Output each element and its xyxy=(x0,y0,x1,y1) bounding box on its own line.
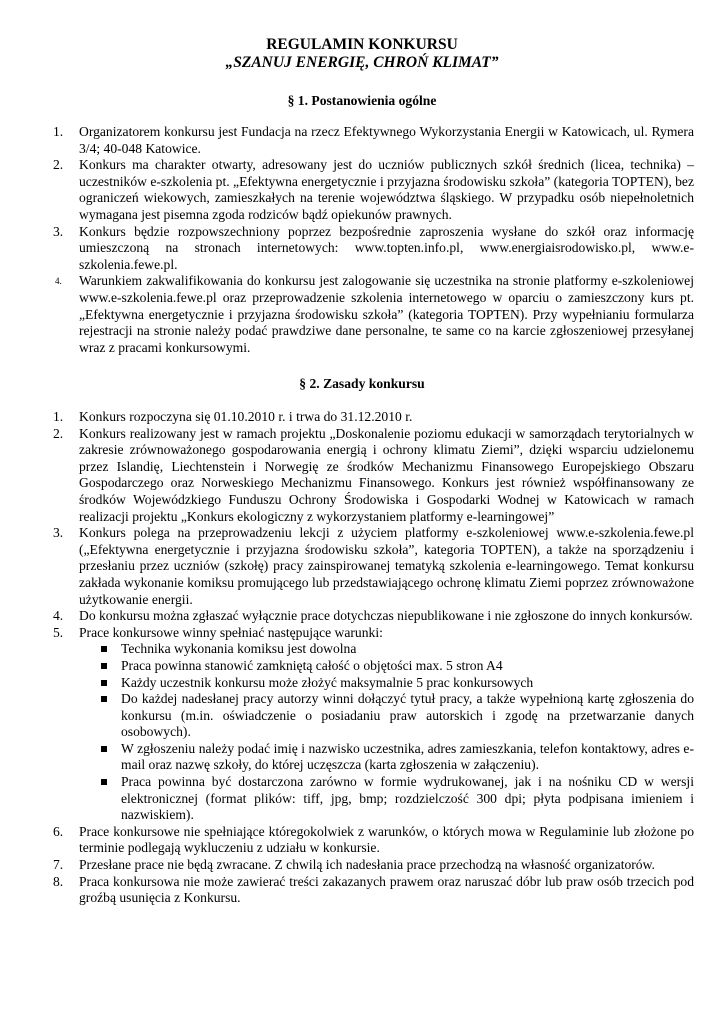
item-number: 7. xyxy=(53,857,64,873)
condition-text: Do każdej nadesłanej pracy autorzy winni dołączyć tytuł pracy, a także wypełnioną kartę zgłoszenia do konkursu (m.in. oświadczenie o posiadaniu praw autorskich i zgodę na przetwarzanie danych osobowych). xyxy=(121,691,694,740)
square-bullet-icon xyxy=(101,663,107,669)
section-1-list xyxy=(0,124,724,356)
list-item xyxy=(0,824,724,857)
condition-text: Każdy uczestnik konkursu może złożyć maksymalnie 5 prac konkursowych xyxy=(121,674,534,690)
item-number: 6. xyxy=(53,823,64,839)
condition-item xyxy=(79,658,694,675)
item-number: 3. xyxy=(53,525,64,541)
condition-item xyxy=(79,641,694,658)
condition-text: Praca powinna stanowić zamkniętą całość o objętości max. 5 stron A4 xyxy=(121,657,503,673)
item-number: 2. xyxy=(53,425,64,441)
condition-item xyxy=(79,691,694,741)
list-item xyxy=(0,857,724,874)
item-number: 8. xyxy=(53,873,64,889)
item-text: Konkurs polega na przeprowadzeniu lekcji z użyciem platformy e-szkoleniowej www.e-szkolenia.fewe.pl („Efektywna energetycznie i przyjazna środowisku szkoła”, kategoria TOPTEN), a także na sporządzeniu i przesłaniu przez uczniów (szkołę) pracy zainspirowanej tematyką szkolenia e-learningowego. Temat konkursu zakłada wykonanie komiksu promującego lub przedstawiającego ochronę klimatu Ziemi poprzez zrównoważone użytkowanie energii. xyxy=(79,525,694,607)
list-item xyxy=(0,525,724,608)
condition-item xyxy=(79,774,694,824)
list-item xyxy=(0,608,724,625)
section-2-list xyxy=(0,409,724,907)
conditions-list xyxy=(79,641,694,824)
title-line-2: „SZANUJ ENERGIĘ, CHROŃ KLIMAT” xyxy=(225,54,499,71)
item-text: Konkurs ma charakter otwarty, adresowany jest do uczniów publicznych szkół średnich (licea, technika) – uczestników e-szkolenia pt. „Efektywna energetycznie i przyjazna środowisku szkoła” (kategoria TOPTEN), bez ograniczeń wiekowych, zamieszkałych na terenie województwa śląskiego. W przypadku osób niepełnoletnich wymagana jest pisemna zgoda rodziców bądź opiekunów prawnych. xyxy=(79,157,694,222)
item-text: Warunkiem zakwalifikowania do konkursu jest zalogowanie się uczestnika na stronie platformy e-szkoleniowej www.e-szkolenia.fewe.pl oraz przeprowadzenie szkolenia internetowego w oparciu o zamieszczony kurs pt. „Efektywna energetycznie i przyjazna środowisku szkoła” (kategoria TOPTEN). Przy wypełnianiu formularza rejestracji na stronie należy podać prawdziwe dane personalne, te same co na karcie zgłoszeniowej przesyłanej wraz z pracami konkursowymi. xyxy=(79,273,694,355)
list-item xyxy=(0,409,724,426)
section-1-heading: § 1. Postanowienia ogólne xyxy=(287,93,437,108)
list-item xyxy=(0,874,724,907)
list-item xyxy=(0,625,724,824)
item-text: Do konkursu można zgłaszać wyłącznie prace dotychczas niepublikowane i nie zgłoszone do innych konkursów. xyxy=(79,608,693,624)
item-text: Organizatorem konkursu jest Fundacja na rzecz Efektywnego Wykorzystania Energii w Katowicach, ul. Rymera 3/4; 40-048 Katowice. xyxy=(79,124,694,156)
list-item xyxy=(0,224,724,274)
list-item xyxy=(0,426,724,526)
document-title xyxy=(0,36,724,72)
condition-text: Technika wykonania komiksu jest dowolna xyxy=(121,641,357,657)
square-bullet-icon xyxy=(101,680,107,686)
item-text: Konkurs rozpoczyna się 01.10.2010 r. i trwa do 31.12.2010 r. xyxy=(79,409,413,424)
item-text: Konkurs realizowany jest w ramach projektu „Doskonalenie poziomu edukacji w samorządach terytorialnych w zakresie zrównoważonego gospodarowania energią i ochrony klimatu Ziemi”, dzięki wsparciu udzielonemu przez Islandię, Liechtenstein i Norwegię ze środków Mechanizmu Finansowego Europejskiego Obszaru Gospodarczego oraz Norweskiego Mechanizmu Finansowego. Konkurs jest również współfinansowany ze środków Wojewódzkiego Funduszu Ochrony Środowiska i Gospodarki Wodnej w Katowicach w ramach realizacji projektu „Konkurs ekologiczny z wykorzystaniem platformy e-learningowej” xyxy=(79,425,694,524)
list-item xyxy=(0,124,724,157)
square-bullet-icon xyxy=(101,646,107,652)
list-item xyxy=(0,273,724,356)
item-number: 4. xyxy=(53,608,64,624)
title-line-1: REGULAMIN KONKURSU xyxy=(266,36,458,53)
condition-text: W zgłoszeniu należy podać imię i nazwisko uczestnika, adres zamieszkania, telefon kontaktowy, adres e-mail oraz nazwę szkoły, do której uczęszcza (karta zgłoszenia w załączeniu). xyxy=(121,740,694,773)
item-number: 4. xyxy=(55,276,62,287)
item-number: 1. xyxy=(53,409,64,424)
item-text: Konkurs będzie rozpowszechniony poprzez bezpośrednie zaproszenia wysłane do szkół oraz informację umieszczoną na stronach internetowych: www.topten.info.pl, www.energiaisrodowisko.pl, www.e-szkolenia.fewe.pl. xyxy=(79,223,694,272)
item-text: Prace konkursowe nie spełniające któregokolwiek z warunków, o których mowa w Regulaminie lub złożone po terminie podlegają wykluczeniu z udziału w konkursie. xyxy=(79,823,694,856)
item-number: 2. xyxy=(53,157,64,173)
condition-text: Praca powinna być dostarczona zarówno w formie wydrukowanej, jak i na nośniku CD w wersji elektronicznej (format plików: tiff, jpg, bmp; rozdzielczość 300 dpi; płyta podpisana imieniem i nazwiskiem). xyxy=(121,774,694,823)
condition-item xyxy=(79,675,694,692)
item-text: Praca konkursowa nie może zawierać treści zakazanych prawem oraz naruszać dóbr lub praw osób trzecich pod groźbą usunięcia z Konkursu. xyxy=(79,873,694,906)
item-number: 5. xyxy=(53,624,64,640)
item-text: Przesłane prace nie będą zwracane. Z chwilą ich nadesłania prace przechodzą na własność organizatorów. xyxy=(79,857,655,873)
section-2-heading: § 2. Zasady konkursu xyxy=(299,376,425,391)
item-text: Prace konkursowe winny spełniać następujące warunki: xyxy=(79,624,383,640)
square-bullet-icon xyxy=(101,746,107,752)
item-number: 3. xyxy=(53,223,64,239)
condition-item xyxy=(79,741,694,774)
square-bullet-icon xyxy=(101,779,107,785)
list-item xyxy=(0,157,724,223)
item-number: 1. xyxy=(53,124,64,139)
square-bullet-icon xyxy=(101,696,107,702)
